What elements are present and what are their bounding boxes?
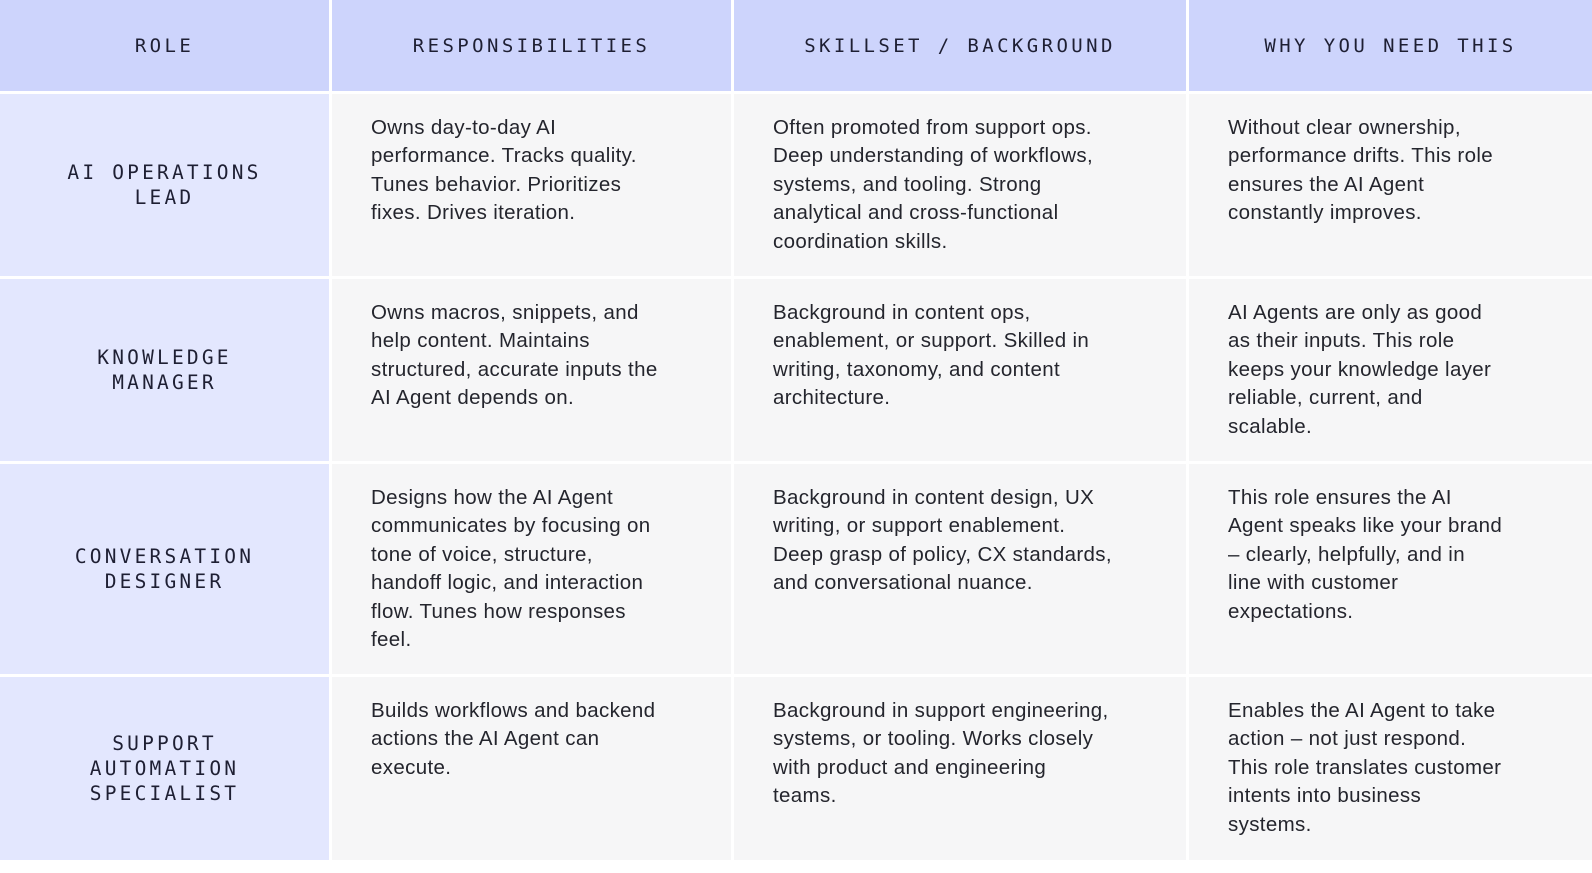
header-why: WHY YOU NEED THIS: [1189, 0, 1592, 91]
responsibilities-cell: Owns day-to-day AI performance. Tracks quality. Tunes behavior. Prioritizes fixes. Drives iteration.: [332, 94, 731, 276]
header-role: ROLE: [0, 0, 329, 91]
skillset-cell: Often promoted from support ops. Deep understanding of workflows, systems, and tooling. Strong analytical and cross-functional coordination skills.: [734, 94, 1186, 276]
why-cell: Enables the AI Agent to take action – not just respond. This role translates customer intents into business systems.: [1189, 677, 1592, 860]
header-responsibilities: RESPONSIBILITIES: [332, 0, 731, 91]
skillset-cell: Background in support engineering, systems, or tooling. Works closely with product and engineering teams.: [734, 677, 1186, 860]
responsibilities-cell: Owns macros, snippets, and help content. Maintains structured, accurate inputs the AI Agent depends on.: [332, 279, 731, 461]
header-skillset: SKILLSET / BACKGROUND: [734, 0, 1186, 91]
role-support-automation-specialist: SUPPORT AUTOMATION SPECIALIST: [0, 677, 329, 860]
why-cell: AI Agents are only as good as their inputs. This role keeps your knowledge layer reliable, current, and scalable.: [1189, 279, 1592, 461]
skillset-cell: Background in content ops, enablement, or support. Skilled in writing, taxonomy, and content architecture.: [734, 279, 1186, 461]
role-knowledge-manager: KNOWLEDGE MANAGER: [0, 279, 329, 461]
role-ai-operations-lead: AI OPERATIONS LEAD: [0, 94, 329, 276]
responsibilities-cell: Builds workflows and backend actions the AI Agent can execute.: [332, 677, 731, 860]
role-conversation-designer: CONVERSATION DESIGNER: [0, 464, 329, 674]
why-cell: This role ensures the AI Agent speaks like your brand – clearly, helpfully, and in line with customer expectations.: [1189, 464, 1592, 674]
responsibilities-cell: Designs how the AI Agent communicates by focusing on tone of voice, structure, handoff logic, and interaction flow. Tunes how responses feel.: [332, 464, 731, 674]
why-cell: Without clear ownership, performance drifts. This role ensures the AI Agent constantly improves.: [1189, 94, 1592, 276]
skillset-cell: Background in content design, UX writing, or support enablement. Deep grasp of policy, CX standards, and conversational nuance.: [734, 464, 1186, 674]
